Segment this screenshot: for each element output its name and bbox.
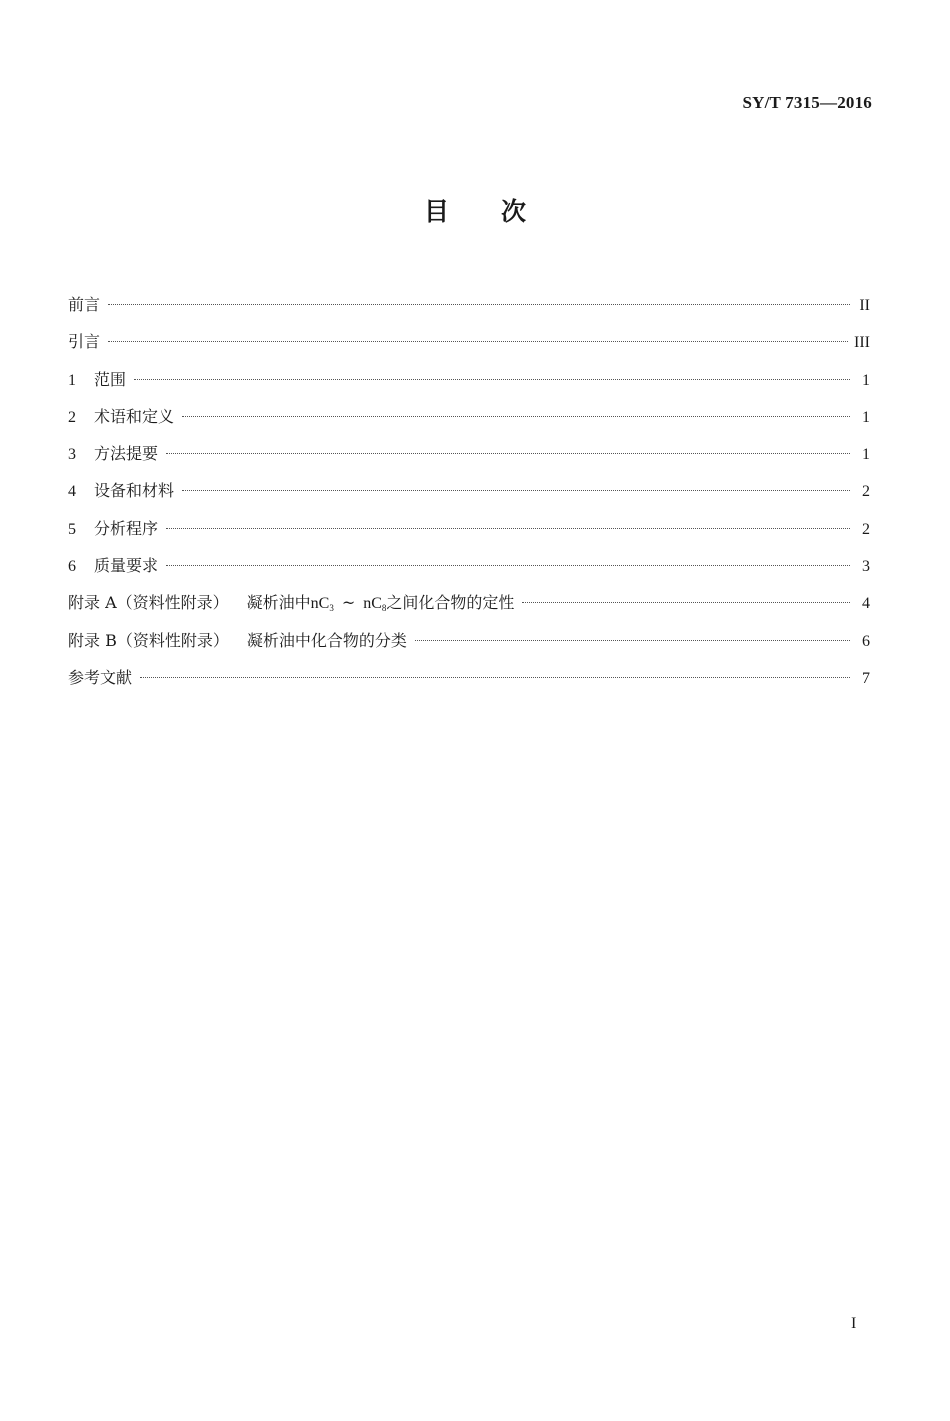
toc-label: 凝析油中 <box>246 593 311 613</box>
toc-label: 凝析油中化合物的分类 <box>246 630 407 650</box>
toc-row-section-6[interactable] <box>68 547 870 584</box>
appendix-prefix: 附录 A（资料性附录） <box>68 593 229 613</box>
toc-row-introduction[interactable] <box>68 323 870 360</box>
toc-row-section-2[interactable] <box>68 398 870 435</box>
toc-page-number: 2 <box>862 520 870 538</box>
section-number: 6 <box>68 558 76 576</box>
standard-code: SY/T 7315—2016 <box>742 93 872 112</box>
section-number: 3 <box>68 446 76 464</box>
section-number: 1 <box>68 371 76 389</box>
toc-label: 分析程序 <box>94 518 159 538</box>
dot-leader <box>108 341 848 342</box>
dot-leader <box>166 453 850 454</box>
toc-page-number: III <box>854 334 870 352</box>
toc-label: 前言 <box>68 295 101 314</box>
section-number: 5 <box>68 520 76 538</box>
section-number: 4 <box>68 483 76 501</box>
toc-page-number: 3 <box>862 558 870 576</box>
toc-label: 参考文献 <box>68 667 133 687</box>
appendix-prefix: 附录 B（资料性附录） <box>68 630 229 650</box>
dot-leader <box>140 677 850 678</box>
range-tilde: ~ <box>341 593 356 613</box>
toc-label: 术语和定义 <box>94 406 175 426</box>
toc-label: 质量要求 <box>94 556 159 576</box>
toc-page-number: II <box>859 297 870 314</box>
chem-formula-nc8: $nC_8$ <box>363 595 387 614</box>
section-number: 2 <box>68 408 76 426</box>
dot-leader <box>166 565 850 566</box>
page-title: 目次 <box>423 197 578 226</box>
toc-page-number: 1 <box>862 371 870 389</box>
chem-formula-nc3: $nC_3$ <box>310 595 334 614</box>
toc-page-number: 6 <box>862 632 870 650</box>
dot-leader <box>166 528 850 529</box>
toc-row-section-3[interactable] <box>68 435 870 472</box>
dot-leader <box>415 640 850 641</box>
toc-label-continued: 之间化合物的定性 <box>386 593 515 613</box>
toc-row-appendix-a[interactable] <box>68 584 870 621</box>
toc-page-number: 7 <box>862 669 870 687</box>
toc-page-number: 4 <box>862 595 870 613</box>
toc-row-section-1[interactable] <box>68 361 870 398</box>
table-of-contents <box>68 286 870 696</box>
dot-leader <box>134 379 850 380</box>
toc-row-preface[interactable] <box>68 286 870 323</box>
toc-label: 方法提要 <box>94 444 159 464</box>
toc-row-section-5[interactable] <box>68 510 870 547</box>
toc-label: 引言 <box>68 332 101 352</box>
toc-row-section-4[interactable] <box>68 472 870 509</box>
dot-leader <box>108 304 850 305</box>
toc-page-number: 1 <box>862 408 870 426</box>
footer-page-number: I <box>851 1315 857 1332</box>
dot-leader <box>182 490 850 491</box>
dot-leader <box>522 602 850 603</box>
toc-label: 范围 <box>94 369 127 389</box>
toc-label: 设备和材料 <box>94 481 175 501</box>
toc-page-number: 2 <box>862 483 870 501</box>
toc-page-number: 1 <box>862 446 870 464</box>
dot-leader <box>182 416 850 417</box>
toc-row-references[interactable] <box>68 659 870 696</box>
